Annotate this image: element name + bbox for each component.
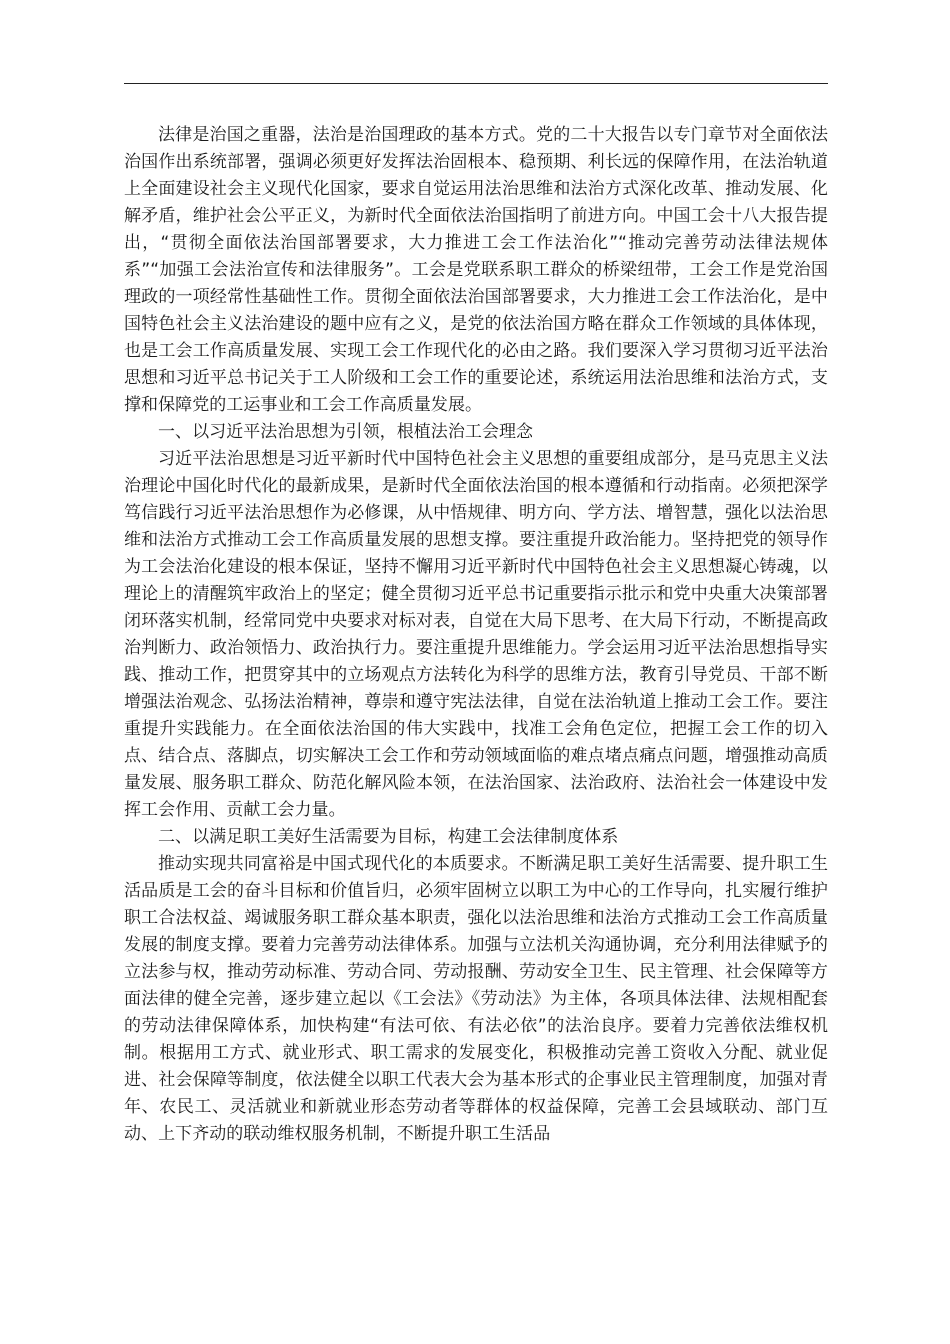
section-heading-1: 一、以习近平法治思想为引领，根植法治工会理念 xyxy=(158,422,534,442)
section-2-paragraph: 推动实现共同富裕是中国式现代化的本质要求。不断满足职工美好生活需要、提升职工生活品质是工会的奋斗目标和价值旨归，必须牢固树立以职工为中心的工作导向，扎实履行维护职工合法权益、竭诚服务职工群众基本职责，强化以法治思维和法治方式推动工会工作高质量发展的制度支撑。要着力完善劳动法律体系。加强与立法机关沟通协调，充分利用法律赋予的立法参与权，推动劳动标准、劳动合同、劳动报酬、劳动安全卫生、民主管理、社会保障等方面法律的健全完善，逐步建立起以《工会法》《劳动法》为主体，各项具体法律、法规相配套的劳动法律保障体系，加快构建“有法可依、有法必依”的法治良序。要着力完善依法维权机制。根据用工方式、就业形式、职工需求的发展变化，积极推动完善工资收入分配、就业促进、社会保障等制度，依法健全以职工代表大会为基本形式的企事业民主管理制度，加强对青年、农民工、灵活就业和新就业形态劳动者等群体的权益保障，完善工会县域联动、部门互动、上下齐动的联动维权服务机制，不断提升职工生活品 xyxy=(124,854,828,1144)
intro-paragraph: 法律是治国之重器，法治是治国理政的基本方式。党的二十大报告以专门章节对全面依法治国作出系统部署，强调必须更好发挥法治固根本、稳预期、利长远的保障作用，在法治轨道上全面建设社会主义现代化国家，要求自觉运用法治思维和法治方式深化改革、推动发展、化解矛盾，维护社会公平正义，为新时代全面依法治国指明了前进方向。中国工会十八大报告提出，“贯彻全面依法治国部署要求，大力推进工会工作法治化”“推动完善劳动法律法规体系”“加强工会法治宣传和法律服务”。工会是党联系职工群众的桥梁纽带，工会工作是党治国理政的一项经常性基础性工作。贯彻全面依法治国部署要求，大力推进工会工作法治化，是中国特色社会主义法治建设的题中应有之义，是党的依法治国方略在群众工作领域的具体体现，也是工会工作高质量发展、实现工会工作现代化的必由之路。我们要深入学习贯彻习近平法治思想和习近平总书记关于工人阶级和工会工作的重要论述，系统运用法治思维和法治方式，支撑和保障党的工运事业和工会工作高质量发展。 xyxy=(124,125,828,415)
header-rule xyxy=(124,83,828,84)
document-body xyxy=(124,122,828,1148)
section-1-paragraph: 习近平法治思想是习近平新时代中国特色社会主义思想的重要组成部分，是马克思主义法治理论中国化时代化的最新成果，是新时代全面依法治国的根本遵循和行动指南。必须把深学笃信践行习近平法治思想作为必修课，从中悟规律、明方向、学方法、增智慧，强化以法治思维和法治方式推动工会工作高质量发展的思想支撑。要注重提升政治能力。坚持把党的领导作为工会法治化建设的根本保证，坚持不懈用习近平新时代中国特色社会主义思想凝心铸魂，以理论上的清醒筑牢政治上的坚定；健全贯彻习近平总书记重要指示批示和党中央重大决策部署闭环落实机制，经常同党中央要求对标对表，自觉在大局下思考、在大局下行动，不断提高政治判断力、政治领悟力、政治执行力。要注重提升思维能力。学会运用习近平法治思想指导实践、推动工作，把贯穿其中的立场观点方法转化为科学的思维方法，教育引导党员、干部不断增强法治观念、弘扬法治精神，尊崇和遵守宪法法律，自觉在法治轨道上推动工会工作。要注重提升实践能力。在全面依法治国的伟大实践中，找准工会角色定位，把握工会工作的切入点、结合点、落脚点，切实解决工会工作和劳动领域面临的难点堵点痛点问题，增强推动高质量发展、服务职工群众、防范化解风险本领，在法治国家、法治政府、法治社会一体建设中发挥工会作用、贡献工会力量。 xyxy=(124,449,828,820)
section-heading-2: 二、以满足职工美好生活需要为目标，构建工会法律制度体系 xyxy=(158,827,619,847)
